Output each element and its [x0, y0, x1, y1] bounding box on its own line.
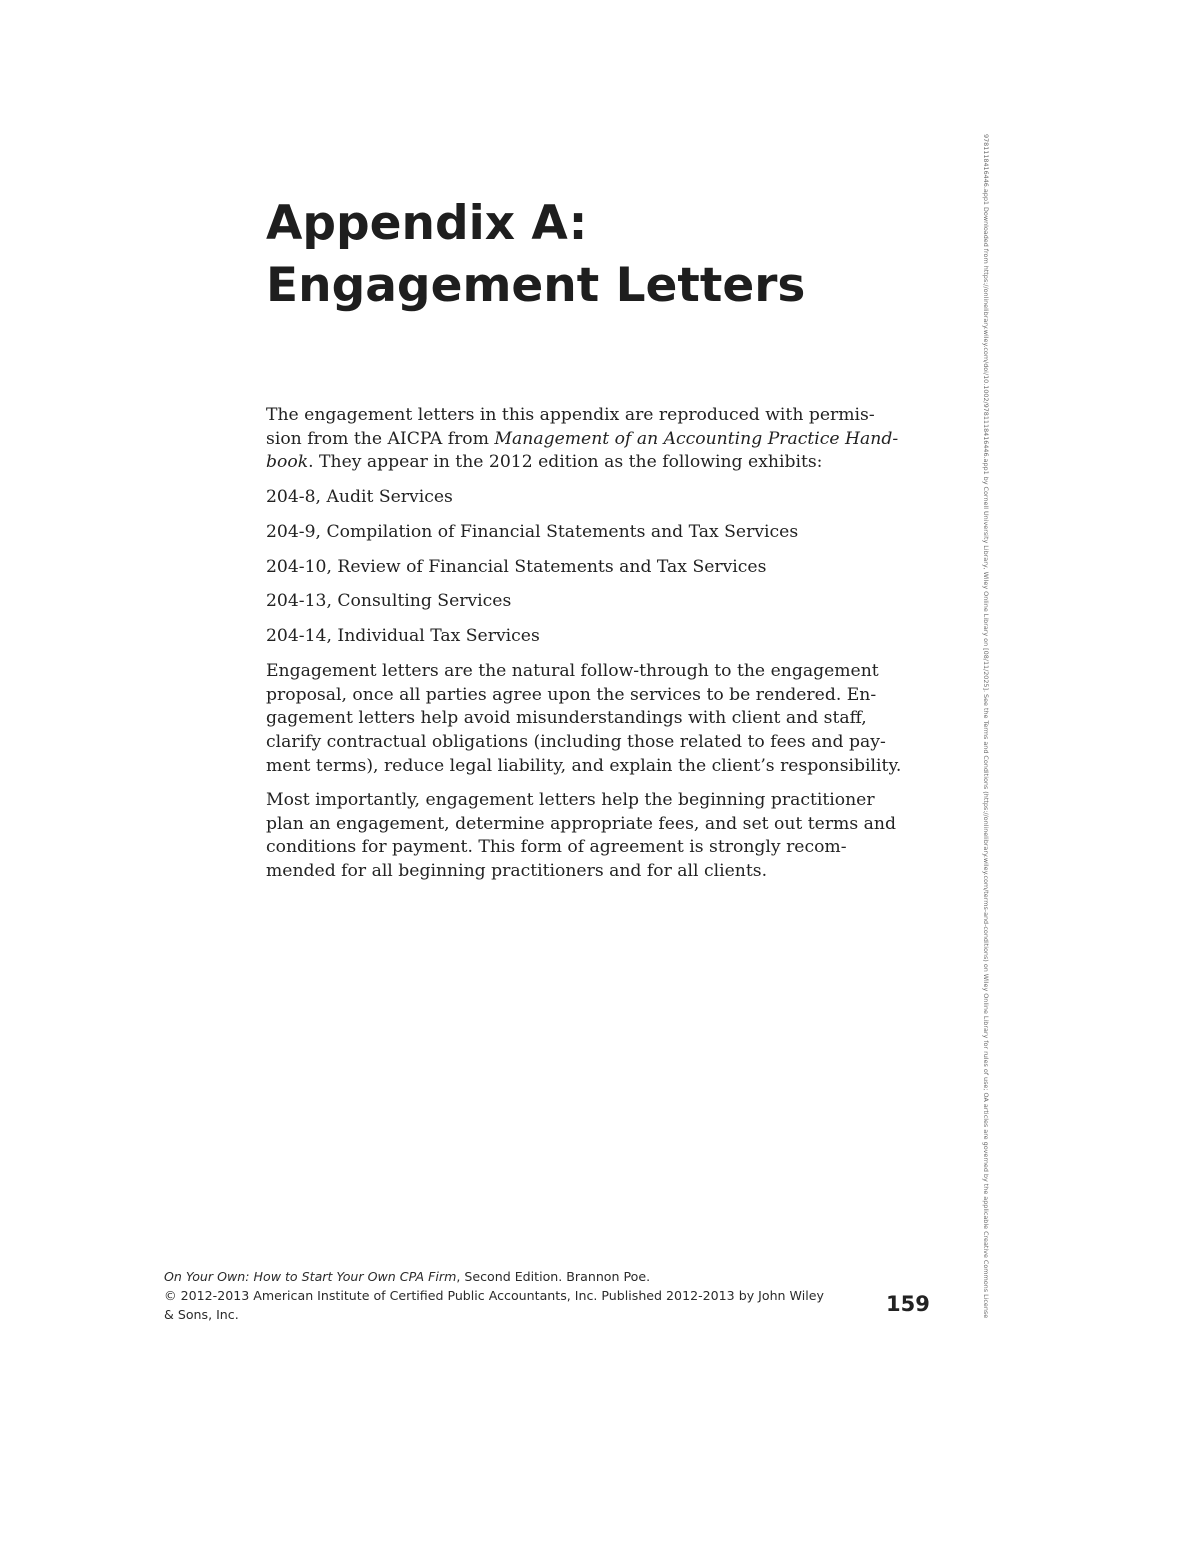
- intro-line-2: [266, 428, 906, 452]
- paragraph-line: conditions for payment. This form of agreement is strongly recom-: [266, 837, 847, 858]
- paragraph-line: clarify contractual obligations (including those related to fees and pay-: [266, 732, 886, 753]
- copyright-line-1: © 2012-2013 American Institute of Certified Public Accountants, Inc. Published 2012-2013 by John Wiley: [164, 1288, 824, 1303]
- exhibit-item: 204-9, Compilation of Financial Statements and Tax Services: [266, 521, 799, 542]
- handbook-title-part-2: book: [266, 452, 309, 473]
- exhibit-list: [266, 486, 906, 649]
- paragraph-line: Most importantly, engagement letters help the beginning practitioner: [266, 790, 875, 811]
- intro-line-3-text: . They appear in the 2012 edition as the following exhibits:: [308, 452, 823, 473]
- handbook-title-part-1: Management of an Accounting Practice Hand-: [494, 428, 899, 449]
- book-edition: , Second Edition. Brannon Poe.: [456, 1269, 651, 1284]
- footer-citation: [164, 1267, 854, 1286]
- intro-paragraph: [266, 404, 906, 475]
- body-text: [266, 404, 906, 895]
- exhibit-item: 204-13, Consulting Services: [266, 591, 512, 612]
- exhibit-item: 204-8, Audit Services: [266, 486, 453, 507]
- download-notice: 9781118416446.app1 Downloaded from https://onlinelibrary.wiley.com/doi/10.1002/9781118416446.app1 by Cornell University Library, Wiley Online Library on [08/11/2025]. See the Terms and Conditions (https://onlinelibrary.wiley.com/terms-and-conditions) on Wiley Online Library for rules of use; OA articles are governed by the applicable Creative Commons License: [982, 134, 990, 1319]
- page-footer: [164, 1267, 854, 1324]
- book-title: On Your Own: How to Start Your Own CPA Firm: [164, 1269, 457, 1284]
- importance-paragraph: [266, 789, 906, 883]
- exhibit-item: 204-14, Individual Tax Services: [266, 626, 540, 647]
- exhibit-item: 204-10, Review of Financial Statements and Tax Services: [266, 556, 767, 577]
- paragraph-line: proposal, once all parties agree upon the services to be rendered. En-: [266, 684, 877, 705]
- copyright-line-2: & Sons, Inc.: [164, 1307, 239, 1322]
- page-number: 159: [886, 1292, 930, 1316]
- appendix-title: [266, 193, 906, 317]
- paragraph-line: gagement letters help avoid misunderstandings with client and staff,: [266, 708, 867, 729]
- intro-line-3: [266, 451, 906, 475]
- engagement-letters-paragraph: [266, 660, 906, 778]
- title-line-2: Engagement Letters: [266, 258, 806, 313]
- paragraph-line: ment terms), reduce legal liability, and explain the client’s responsibility.: [266, 755, 902, 776]
- paragraph-line: plan an engagement, determine appropriate fees, and set out terms and: [266, 813, 896, 834]
- paragraph-line: Engagement letters are the natural follow-through to the engagement: [266, 661, 879, 682]
- title-line-1: Appendix A:: [266, 196, 588, 251]
- intro-line-2-text: sion from the AICPA from: [266, 428, 495, 449]
- intro-line-1: The engagement letters in this appendix are reproduced with permis-: [266, 405, 875, 425]
- paragraph-line: mended for all beginning practitioners and for all clients.: [266, 860, 768, 881]
